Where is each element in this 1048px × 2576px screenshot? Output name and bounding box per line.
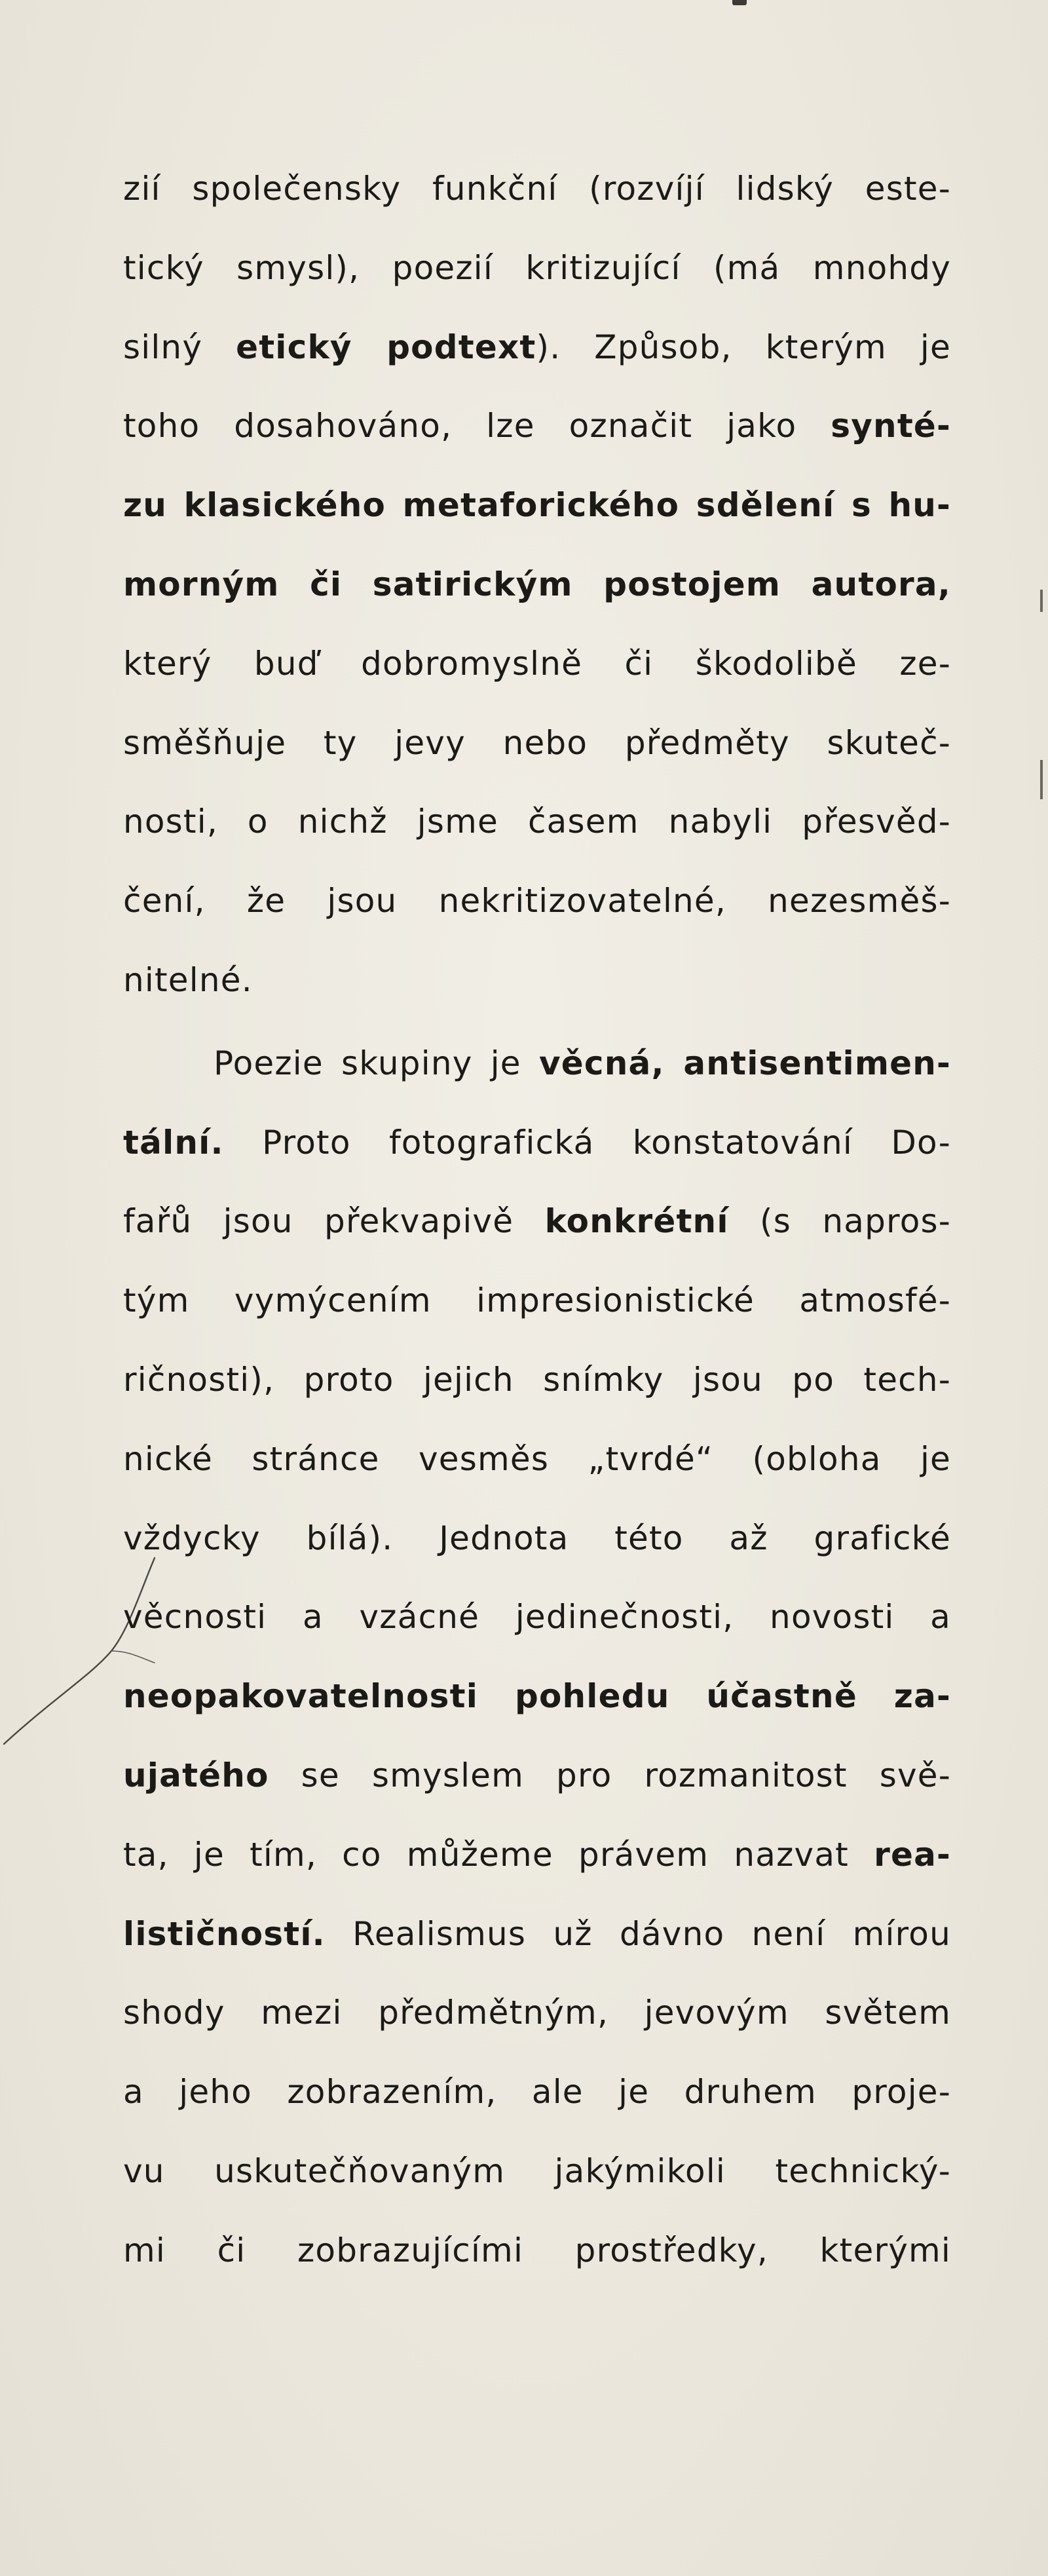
text-span: čení, že jsou nekritizovatelné, nezesměš- [123, 882, 951, 920]
text-span: nické stránce vesměs „tvrdé“ (obloha je [123, 1439, 951, 1478]
bold-text-span: etický podtext [236, 328, 536, 366]
text-span: Proto fotografická konstatování Do- [223, 1123, 951, 1162]
text-span: tický smysl), poezií kritizující (má mnohdy [123, 248, 951, 287]
paragraph-1 [123, 149, 951, 1020]
text-span: ta, je tím, co můžeme právem nazvat [123, 1835, 874, 1874]
bold-text-span: morným či satirickým postojem autora, [123, 565, 951, 603]
text-line [123, 149, 951, 229]
scan-top-mark [732, 0, 747, 5]
scan-edge-mark [1040, 760, 1043, 799]
bold-text-span: tální. [123, 1123, 224, 1162]
text-line [123, 545, 951, 624]
text-span: fařů jsou překvapivě [123, 1202, 545, 1241]
bold-text-span: rea- [874, 1835, 951, 1874]
text-line [123, 624, 951, 704]
text-span: vždycky bílá). Jednota této až grafické [123, 1519, 951, 1557]
text-span: se smyslem pro rozmanitost svě- [269, 1756, 951, 1794]
text-line [123, 1973, 951, 2053]
text-line [123, 1024, 951, 1103]
text-line [123, 1261, 951, 1340]
bold-text-span: ujatého [123, 1756, 269, 1794]
text-span: ričnosti), proto jejich snímky jsou po tech- [123, 1360, 951, 1399]
bold-text-span: neopakovatelnosti pohledu účastně za- [123, 1677, 951, 1716]
text-line [123, 1103, 951, 1183]
article-text [123, 149, 951, 2290]
text-line [123, 1736, 951, 1815]
text-span: Poezie skupiny je [214, 1044, 539, 1082]
text-line [123, 1340, 951, 1420]
text-span: který buď dobromyslně či škodolibě ze- [123, 644, 951, 683]
text-line [123, 1182, 951, 1261]
text-line [123, 387, 951, 466]
text-line [123, 1578, 951, 1657]
text-span: směšňuje ty jevy nebo předměty skuteč- [123, 723, 951, 762]
bold-text-span: věcná, antisentimen- [538, 1044, 952, 1082]
text-line [123, 782, 951, 862]
bold-text-span: synté- [831, 407, 951, 445]
text-span: ). Způsob, kterým je [536, 328, 951, 366]
text-span: (s napros- [728, 1202, 951, 1241]
text-line [123, 2053, 951, 2132]
bold-text-span: zu klasického metaforického sdělení s hu- [123, 486, 951, 525]
text-line [123, 308, 951, 387]
text-line [123, 1499, 951, 1578]
scan-edge-mark [1040, 590, 1043, 612]
text-span: mi či zobrazujícími prostředky, kterými [123, 2231, 951, 2269]
text-line [123, 2132, 951, 2211]
text-line [123, 704, 951, 783]
text-span: Realismus už dávno není mírou [325, 1914, 951, 1953]
paragraph-2 [123, 1024, 951, 2290]
text-span: zií společensky funkční (rozvíjí lidský este- [123, 170, 951, 208]
text-span: tým vymýcením impresionistické atmosfé- [123, 1281, 951, 1320]
bold-text-span: lističností. [123, 1914, 326, 1953]
text-line [123, 941, 951, 1020]
text-span: nitelné. [123, 960, 253, 999]
text-line [123, 1420, 951, 1499]
text-line [123, 229, 951, 308]
text-span: shody mezi předmětným, jevovým světem [123, 1994, 951, 2032]
text-line [123, 1657, 951, 1736]
text-span: toho dosahováno, lze označit jako [123, 407, 831, 445]
text-line [123, 1895, 951, 1974]
text-span: silný [123, 328, 236, 366]
text-line [123, 2211, 951, 2290]
text-line [123, 466, 951, 545]
bold-text-span: konkrétní [544, 1202, 729, 1241]
text-span: vu uskutečňovaným jakýmikoli technický- [123, 2151, 951, 2190]
text-span: věcnosti a vzácné jedinečnosti, novosti a [123, 1598, 951, 1637]
text-line [123, 1815, 951, 1895]
text-span: nosti, o nichž jsme časem nabyli přesvěd- [123, 803, 951, 841]
text-span: a jeho zobrazením, ale je druhem proje- [123, 2073, 951, 2112]
text-line [123, 862, 951, 941]
